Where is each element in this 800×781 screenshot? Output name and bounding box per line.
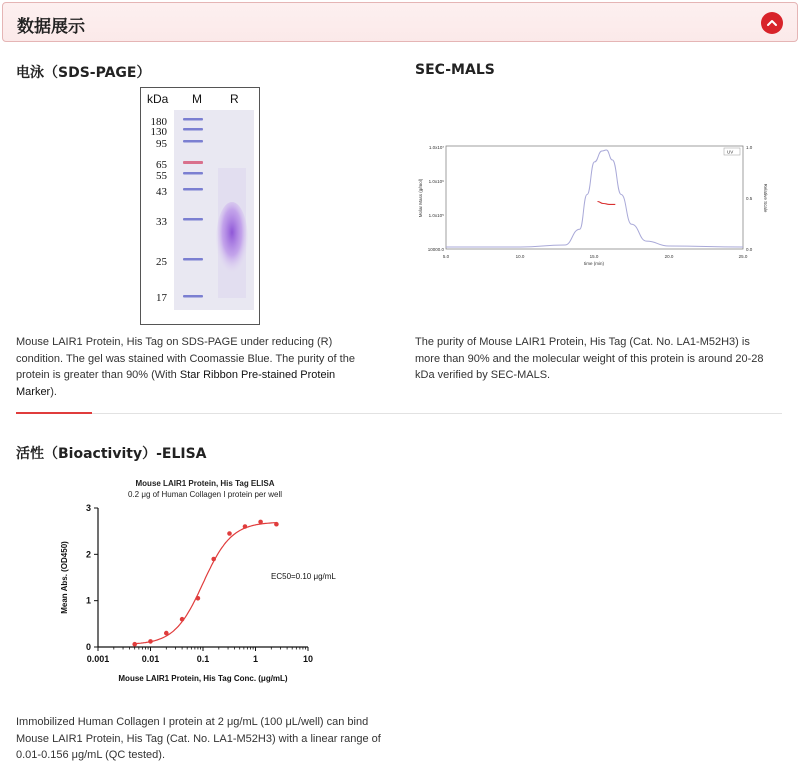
sec-mals-left-tick: 1.0x10⁵ <box>428 213 444 218</box>
gel-lane-r-label: R <box>230 92 239 106</box>
sec-mals-x-tick: 20.0 <box>664 254 674 259</box>
gel-marker-label: 180 <box>150 116 167 128</box>
elisa-title: 活性（Bioactivity）-ELISA <box>16 446 207 462</box>
elisa-data-point <box>227 531 232 536</box>
elisa-data-point <box>211 557 216 562</box>
elisa-description: Immobilized Human Collagen I protein at 2 μg/mL (100 μL/well) can bind Mouse LAIR1 Protein, His Tag (Cat. No. LA1-M52H3) with a linear range of 0.01-0.156 μg/mL (QC tested). <box>16 716 381 761</box>
elisa-x-tick-label: 1 <box>252 654 259 664</box>
sec-mals-right-axis-label: Relative Scale <box>763 183 768 213</box>
elisa-y-tick-label: 1 <box>85 595 91 606</box>
sec-mals-x-tick: 5.0 <box>442 254 450 259</box>
gel-lane-m-label: M <box>192 92 202 106</box>
gel-marker-label: 55 <box>156 170 167 182</box>
sec-mals-left-tick: 1.0x10⁷ <box>428 145 444 150</box>
section-header <box>2 2 798 42</box>
elisa-ec50-annotation: EC50=0.10 μg/mL <box>271 572 336 581</box>
elisa-data-point <box>132 642 137 647</box>
elisa-fit-curve <box>135 523 277 644</box>
elisa-data-point <box>148 639 153 644</box>
sec-mals-right-tick: 1.0 <box>746 145 753 150</box>
sec-mals-left-axis-label: Molar Mass (g/mol) <box>418 178 423 218</box>
elisa-chart <box>55 500 355 690</box>
elisa-chart-subtitle: 0.2 μg of Human Collagen I protein per well <box>127 490 283 499</box>
sec-mals-right-tick: 0.0 <box>746 247 753 252</box>
sec-mals-right-tick: 0.5 <box>746 196 753 201</box>
elisa-data-point <box>196 596 201 601</box>
section-divider-accent <box>16 412 92 414</box>
sds-page-description <box>16 334 376 400</box>
sds-page-title: 电泳（SDS-PAGE） <box>16 65 151 81</box>
sds-desc-text: Mouse LAIR1 Protein, His Tag on SDS-PAGE under reducing (R) condition. The gel was stained with Coomassie Blue. The purity of the protein is greater than 90% (With <box>16 336 355 381</box>
chevron-up-icon <box>766 17 778 29</box>
elisa-x-tick-label: 0.1 <box>196 654 210 664</box>
elisa-y-tick-label: 0 <box>85 642 91 652</box>
gel-marker-label: 95 <box>156 138 167 150</box>
sec-mals-legend-label: UV <box>727 149 734 155</box>
elisa-x-tick-label: 10 <box>302 654 314 664</box>
sec-mals-x-axis-label: time (min) <box>584 261 604 266</box>
sec-mals-title: SEC-MALS <box>415 62 495 78</box>
elisa-data-point <box>180 617 185 622</box>
gel-kda-label: kDa <box>147 92 169 106</box>
section-divider <box>16 413 782 414</box>
sec-mals-chart <box>418 140 768 266</box>
elisa-data-point <box>274 522 279 527</box>
sec-mals-x-tick: 15.0 <box>589 254 599 259</box>
sec-mals-x-tick: 10.0 <box>515 254 525 259</box>
gel-marker-label: 130 <box>150 126 167 138</box>
elisa-x-tick-label: 0.01 <box>141 654 160 664</box>
gel-marker-label: 65 <box>156 159 167 171</box>
gel-marker-label: 43 <box>156 186 167 198</box>
elisa-chart-title: Mouse LAIR1 Protein, His Tag ELISA <box>135 479 275 488</box>
elisa-y-tick-label: 2 <box>85 549 91 560</box>
gel-marker-label: 17 <box>156 292 167 304</box>
sec-mals-left-tick: 1.0x10⁶ <box>428 179 444 184</box>
sec-mals-x-tick: 25.0 <box>738 254 748 259</box>
sec-mals-description: The purity of Mouse LAIR1 Protein, His Tag (Cat. No. LA1-M52H3) is more than 90% and the molecular weight of this protein is around 20-28 kDa verified by SEC-MALS. <box>415 336 764 381</box>
sec-mals-left-tick: 10000.0 <box>427 247 444 252</box>
elisa-y-tick-label: 3 <box>85 503 91 513</box>
gel-marker-label: 25 <box>156 256 167 268</box>
elisa-x-axis-label: Mouse LAIR1 Protein, His Tag Conc. (μg/mL) <box>118 674 288 683</box>
gel-marker-label: 33 <box>156 216 167 228</box>
elisa-data-point <box>258 520 263 525</box>
elisa-data-point <box>243 524 248 529</box>
elisa-data-point <box>164 631 169 636</box>
sds-page-gel-image <box>140 87 260 325</box>
elisa-x-tick-label: 0.001 <box>86 654 110 664</box>
sds-desc-text-end: ). <box>50 385 57 398</box>
section-title: 数据展示 <box>17 17 85 37</box>
star-ribbon-marker-link[interactable]: Star Ribbon Pre-stained Protein Marker <box>16 369 336 398</box>
elisa-y-axis-label: Mean Abs. (OD450) <box>60 541 69 614</box>
sample-lane <box>216 168 248 298</box>
gel-lanes <box>174 110 254 310</box>
collapse-button[interactable] <box>761 12 783 34</box>
